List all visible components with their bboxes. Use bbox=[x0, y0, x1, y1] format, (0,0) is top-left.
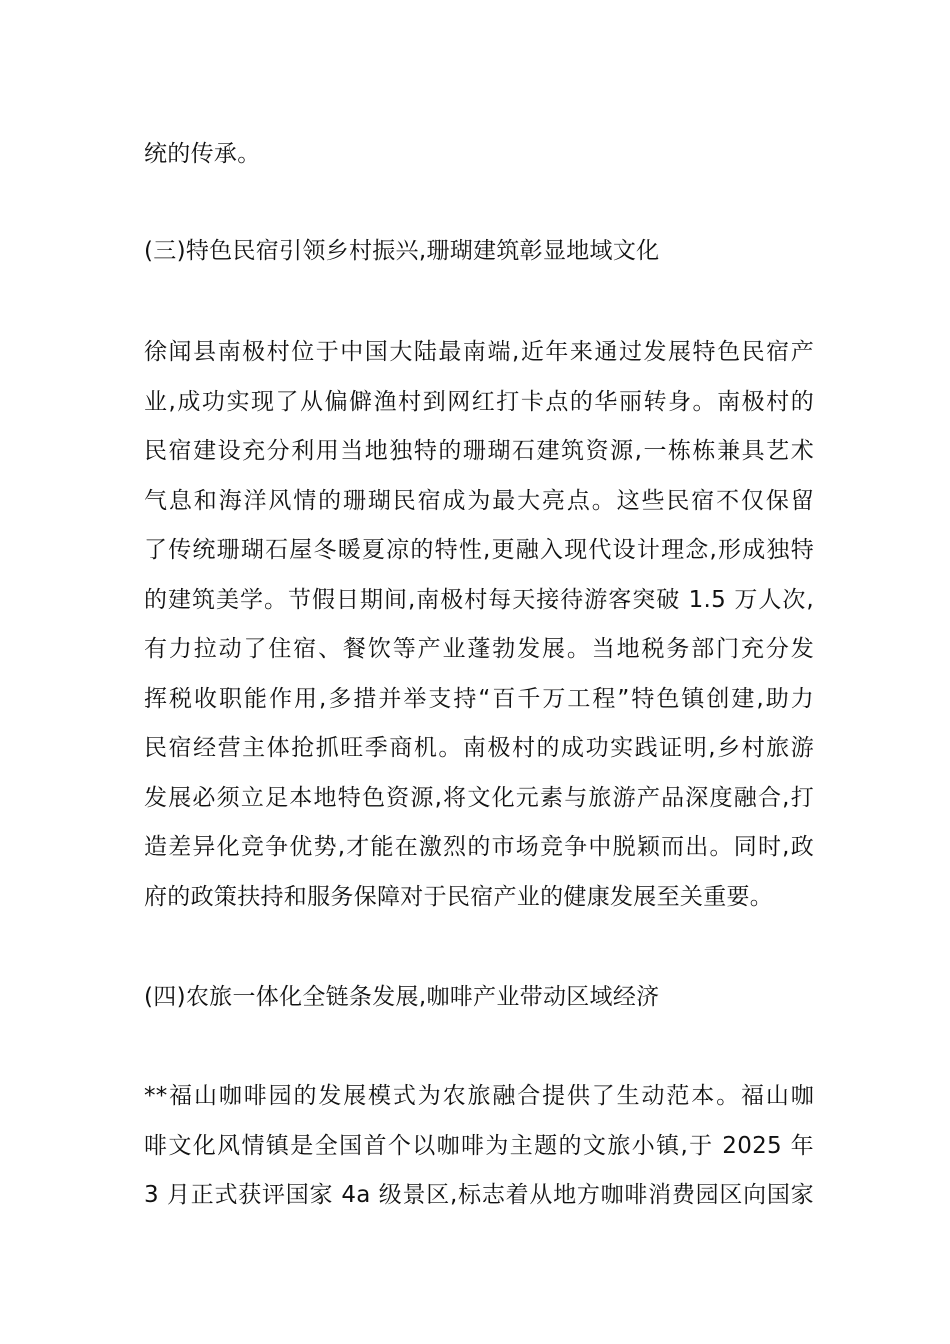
section-heading-4: (四)农旅一体化全链条发展,咖啡产业带动区域经济 bbox=[144, 984, 660, 1010]
paragraph-line: 统的传承。 bbox=[144, 141, 261, 167]
paragraph-line: 的建筑美学。节假日期间,南极村每天接待游客突破 1.5 万人次, bbox=[144, 587, 814, 613]
paragraph-line: 徐闻县南极村位于中国大陆最南端,近年来通过发展特色民宿产 bbox=[144, 339, 814, 365]
paragraph-line: **福山咖啡园的发展模式为农旅融合提供了生动范本。福山咖 bbox=[144, 1083, 814, 1109]
paragraph-line: 民宿建设充分利用当地独特的珊瑚石建筑资源,一栋栋兼具艺术 bbox=[144, 438, 814, 464]
paragraph-line: 造差异化竞争优势,才能在激烈的市场竞争中脱颖而出。同时,政 bbox=[144, 834, 814, 860]
paragraph-line: 啡文化风情镇是全国首个以咖啡为主题的文旅小镇,于 2025 年 bbox=[144, 1133, 814, 1159]
paragraph-line: 发展必须立足本地特色资源,将文化元素与旅游产品深度融合,打 bbox=[144, 785, 814, 811]
paragraph-line: 有力拉动了住宿、餐饮等产业蓬勃发展。当地税务部门充分发 bbox=[144, 636, 814, 662]
section-heading-3: (三)特色民宿引领乡村振兴,珊瑚建筑彰显地域文化 bbox=[144, 238, 660, 264]
paragraph-line: 了传统珊瑚石屋冬暖夏凉的特性,更融入现代设计理念,形成独特 bbox=[144, 537, 814, 563]
paragraph-line: 3 月正式获评国家 4a 级景区,标志着从地方咖啡消费园区向国家 bbox=[144, 1182, 814, 1208]
paragraph-line: 府的政策扶持和服务保障对于民宿产业的健康发展至关重要。 bbox=[144, 884, 774, 910]
paragraph-line: 气息和海洋风情的珊瑚民宿成为最大亮点。这些民宿不仅保留 bbox=[144, 488, 814, 514]
paragraph-line: 挥税收职能作用,多措并举支持“百千万工程”特色镇创建,助力 bbox=[144, 686, 814, 712]
paragraph-line: 民宿经营主体抢抓旺季商机。南极村的成功实践证明,乡村旅游 bbox=[144, 735, 814, 761]
paragraph-line: 业,成功实现了从偏僻渔村到网红打卡点的华丽转身。南极村的 bbox=[144, 389, 814, 415]
